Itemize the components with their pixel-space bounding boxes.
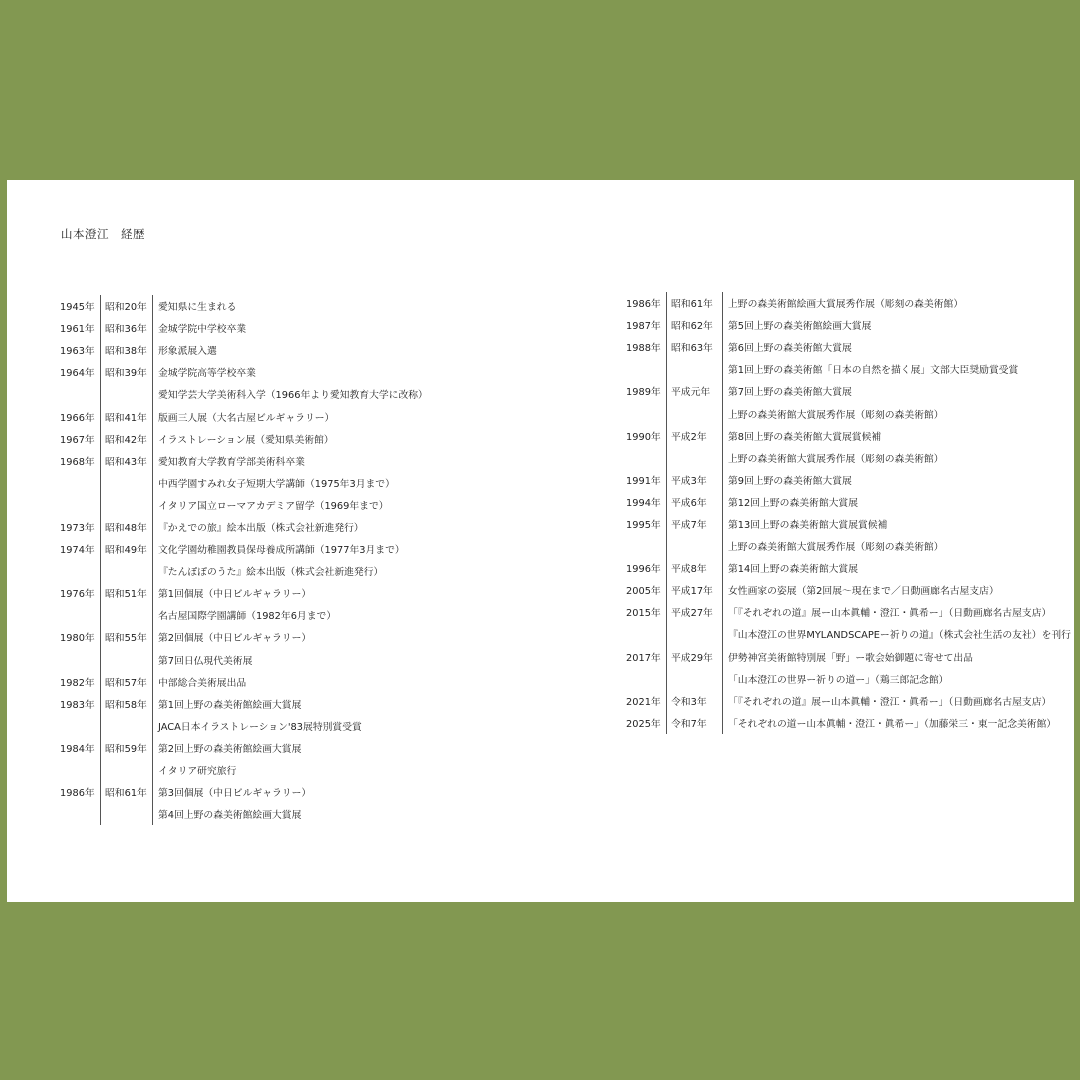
timeline-row <box>626 668 1071 690</box>
timeline-row <box>626 491 1071 513</box>
row-era: 平成8年 <box>666 557 722 579</box>
row-era: 平成29年 <box>666 646 722 668</box>
timeline-row <box>60 737 428 759</box>
timeline-row <box>60 317 428 339</box>
row-text: 名古屋国際学園講師（1982年6月まで） <box>152 604 336 626</box>
row-year: 2015年 <box>626 608 661 620</box>
row-era <box>666 402 722 424</box>
row-era <box>100 560 152 582</box>
row-era <box>100 649 152 671</box>
row-year: 1994年 <box>626 497 661 509</box>
row-text: 金城学院中学校卒業 <box>152 317 246 339</box>
row-year: 2025年 <box>626 718 661 730</box>
timeline-row <box>626 623 1071 645</box>
row-text: 愛知学芸大学美術科入学（1966年より愛知教育大学に改称） <box>152 383 428 405</box>
row-year: 1983年 <box>60 699 95 711</box>
row-era: 平成6年 <box>666 491 722 513</box>
timeline-row <box>60 649 428 671</box>
row-text: 「『それぞれの道』展ー山本眞輔・澄江・眞希ー」（日動画廊名古屋支店） <box>722 601 1051 623</box>
row-year: 1987年 <box>626 321 661 333</box>
row-year: 1966年 <box>60 412 95 424</box>
row-text: 金城学院高等学校卒業 <box>152 361 256 383</box>
timeline-row <box>60 472 428 494</box>
timeline-row <box>626 469 1071 491</box>
timeline-row <box>626 535 1071 557</box>
row-era: 昭和61年 <box>100 781 152 803</box>
timeline-row <box>626 690 1071 712</box>
row-text: 第1回個展（中日ビルギャラリー） <box>152 582 311 604</box>
row-era: 昭和20年 <box>100 295 152 317</box>
row-era <box>100 472 152 494</box>
row-year: 2021年 <box>626 696 661 708</box>
row-text: 「『それぞれの道』展ー山本眞輔・澄江・眞希ー」（日動画廊名古屋支店） <box>722 690 1051 712</box>
row-era: 昭和41年 <box>100 405 152 427</box>
row-text: 第13回上野の森美術館大賞展賞候補 <box>722 513 887 535</box>
row-era: 平成7年 <box>666 513 722 535</box>
row-text: JACA日本イラストレーション'83展特別賞受賞 <box>152 715 362 737</box>
row-era: 昭和63年 <box>666 336 722 358</box>
row-era <box>100 759 152 781</box>
document-page <box>7 180 1074 902</box>
row-text: 第7回日仏現代美術展 <box>152 649 252 671</box>
timeline-row <box>60 494 428 516</box>
row-era <box>666 623 722 645</box>
row-text: 第1回上野の森美術館絵画大賞展 <box>152 693 301 715</box>
timeline-left-column <box>60 295 428 825</box>
row-text: 愛知教育大学教育学部美術科卒業 <box>152 450 305 472</box>
timeline-row <box>626 712 1071 734</box>
row-era: 昭和58年 <box>100 693 152 715</box>
timeline-row <box>60 339 428 361</box>
row-text: 第1回上野の森美術館「日本の自然を描く展」文部大臣奨励賞受賞 <box>722 358 1018 380</box>
timeline-row <box>626 513 1071 535</box>
row-era <box>100 383 152 405</box>
row-text: 第4回上野の森美術館絵画大賞展 <box>152 803 301 825</box>
timeline-row <box>626 447 1071 469</box>
row-year: 1973年 <box>60 522 95 534</box>
row-text: 第2回個展（中日ビルギャラリー） <box>152 626 311 648</box>
row-year: 2005年 <box>626 586 661 598</box>
timeline-row <box>60 383 428 405</box>
row-text: 上野の森美術館大賞展秀作展（彫刻の森美術館） <box>722 535 944 557</box>
row-era: 昭和62年 <box>666 314 722 336</box>
timeline-row <box>60 361 428 383</box>
row-era: 昭和49年 <box>100 538 152 560</box>
row-year: 1984年 <box>60 743 95 755</box>
timeline-row <box>60 405 428 427</box>
row-text: 第6回上野の森美術館大賞展 <box>722 336 852 358</box>
row-text: 第5回上野の森美術館絵画大賞展 <box>722 314 871 336</box>
row-year: 1989年 <box>626 387 661 399</box>
timeline-row <box>60 803 428 825</box>
row-era <box>666 447 722 469</box>
timeline-right-column <box>626 292 1071 734</box>
row-era: 平成17年 <box>666 579 722 601</box>
row-era: 平成3年 <box>666 469 722 491</box>
row-year: 1964年 <box>60 368 95 380</box>
row-text: イタリア国立ローマアカデミア留学（1969年まで） <box>152 494 389 516</box>
row-text: 第2回上野の森美術館絵画大賞展 <box>152 737 301 759</box>
row-text: 『かえでの旅』絵本出版（株式会社新進発行） <box>152 516 364 538</box>
timeline-row <box>60 626 428 648</box>
row-text: 第3回個展（中日ビルギャラリー） <box>152 781 311 803</box>
row-era <box>100 604 152 626</box>
timeline-row <box>60 516 428 538</box>
timeline-row <box>60 604 428 626</box>
timeline-row <box>626 579 1071 601</box>
row-text: 上野の森美術館大賞展秀作展（彫刻の森美術館） <box>722 402 944 424</box>
timeline-row <box>60 450 428 472</box>
timeline-row <box>60 781 428 803</box>
row-text: イタリア研究旅行 <box>152 759 236 781</box>
row-text: 「それぞれの道ー山本眞輔・澄江・眞希ー」（加藤栄三・東一記念美術館） <box>722 712 1056 734</box>
timeline-row <box>626 314 1071 336</box>
row-text: 第14回上野の森美術館大賞展 <box>722 557 858 579</box>
timeline-row <box>60 671 428 693</box>
row-year: 1980年 <box>60 633 95 645</box>
row-text: 中西学園すみれ女子短期大学講師（1975年3月まで） <box>152 472 395 494</box>
row-text: 第9回上野の森美術館大賞展 <box>722 469 852 491</box>
row-year: 1986年 <box>60 788 95 800</box>
timeline-row <box>60 295 428 317</box>
row-text: 第7回上野の森美術館大賞展 <box>722 380 852 402</box>
row-era <box>100 715 152 737</box>
row-text: 伊勢神宮美術館特別展「野」ー歌会始御題に寄せて出品 <box>722 646 973 668</box>
row-era: 昭和55年 <box>100 626 152 648</box>
row-year: 1968年 <box>60 456 95 468</box>
row-era <box>666 535 722 557</box>
timeline-row <box>60 582 428 604</box>
row-text: 第12回上野の森美術館大賞展 <box>722 491 858 513</box>
row-text: 文化学園幼稚園教員保母養成所講師（1977年3月まで） <box>152 538 405 560</box>
row-era: 昭和43年 <box>100 450 152 472</box>
row-text: 上野の森美術館絵画大賞展秀作展（彫刻の森美術館） <box>722 292 963 314</box>
row-text: 上野の森美術館大賞展秀作展（彫刻の森美術館） <box>722 447 944 469</box>
row-year: 1991年 <box>626 475 661 487</box>
row-text: 版画三人展（大名古屋ビルギャラリー） <box>152 405 334 427</box>
row-era: 昭和59年 <box>100 737 152 759</box>
row-era: 令和7年 <box>666 712 722 734</box>
timeline-row <box>626 646 1071 668</box>
row-text: 愛知県に生まれる <box>152 295 236 317</box>
row-year: 1988年 <box>626 343 661 355</box>
row-era: 昭和42年 <box>100 428 152 450</box>
timeline-row <box>626 380 1071 402</box>
row-era <box>100 494 152 516</box>
page-title: 山本澄江 経歴 <box>61 227 145 241</box>
row-year: 1990年 <box>626 431 661 443</box>
timeline-row <box>60 759 428 781</box>
row-year: 1967年 <box>60 434 95 446</box>
timeline-row <box>626 292 1071 314</box>
timeline-row <box>626 358 1071 380</box>
row-era <box>666 668 722 690</box>
row-text: 形象派展入選 <box>152 339 217 361</box>
row-era: 平成27年 <box>666 601 722 623</box>
row-year: 1945年 <box>60 302 95 314</box>
timeline-row <box>626 336 1071 358</box>
row-year: 1986年 <box>626 299 661 311</box>
row-year: 1974年 <box>60 545 95 557</box>
row-text: 「山本澄江の世界ー祈りの道ー」（鶏三郎記念館） <box>722 668 948 690</box>
timeline-row <box>60 538 428 560</box>
timeline-row <box>60 693 428 715</box>
row-text: 第8回上野の森美術館大賞展賞候補 <box>722 425 881 447</box>
row-era: 昭和39年 <box>100 361 152 383</box>
row-year: 1963年 <box>60 346 95 358</box>
row-year: 1961年 <box>60 324 95 336</box>
timeline-row <box>626 425 1071 447</box>
row-text: 『たんぽぽのうた』絵本出版（株式会社新進発行） <box>152 560 383 582</box>
timeline-row <box>626 601 1071 623</box>
row-era: 昭和61年 <box>666 292 722 314</box>
row-text: 中部総合美術展出品 <box>152 671 246 693</box>
row-era: 平成2年 <box>666 425 722 447</box>
row-era <box>666 358 722 380</box>
row-era: 令和3年 <box>666 690 722 712</box>
timeline-row <box>60 560 428 582</box>
row-era: 昭和48年 <box>100 516 152 538</box>
row-era <box>100 803 152 825</box>
row-text: 『山本澄江の世界MYLANDSCAPEー祈りの道』（株式会社生活の友社）を刊行 <box>722 623 1071 645</box>
row-year: 1996年 <box>626 564 661 576</box>
row-era: 昭和38年 <box>100 339 152 361</box>
row-era: 昭和57年 <box>100 671 152 693</box>
row-year: 2017年 <box>626 652 661 664</box>
row-year: 1982年 <box>60 677 95 689</box>
row-year: 1995年 <box>626 519 661 531</box>
timeline-row <box>626 557 1071 579</box>
row-era: 平成元年 <box>666 380 722 402</box>
row-year: 1976年 <box>60 589 95 601</box>
row-text: 女性画家の姿展（第2回展～現在まで／日動画廊名古屋支店） <box>722 579 999 601</box>
timeline-row <box>626 402 1071 424</box>
row-era: 昭和36年 <box>100 317 152 339</box>
timeline-row <box>60 428 428 450</box>
timeline-row <box>60 715 428 737</box>
row-era: 昭和51年 <box>100 582 152 604</box>
row-text: イラストレーション展（愛知県美術館） <box>152 428 334 450</box>
